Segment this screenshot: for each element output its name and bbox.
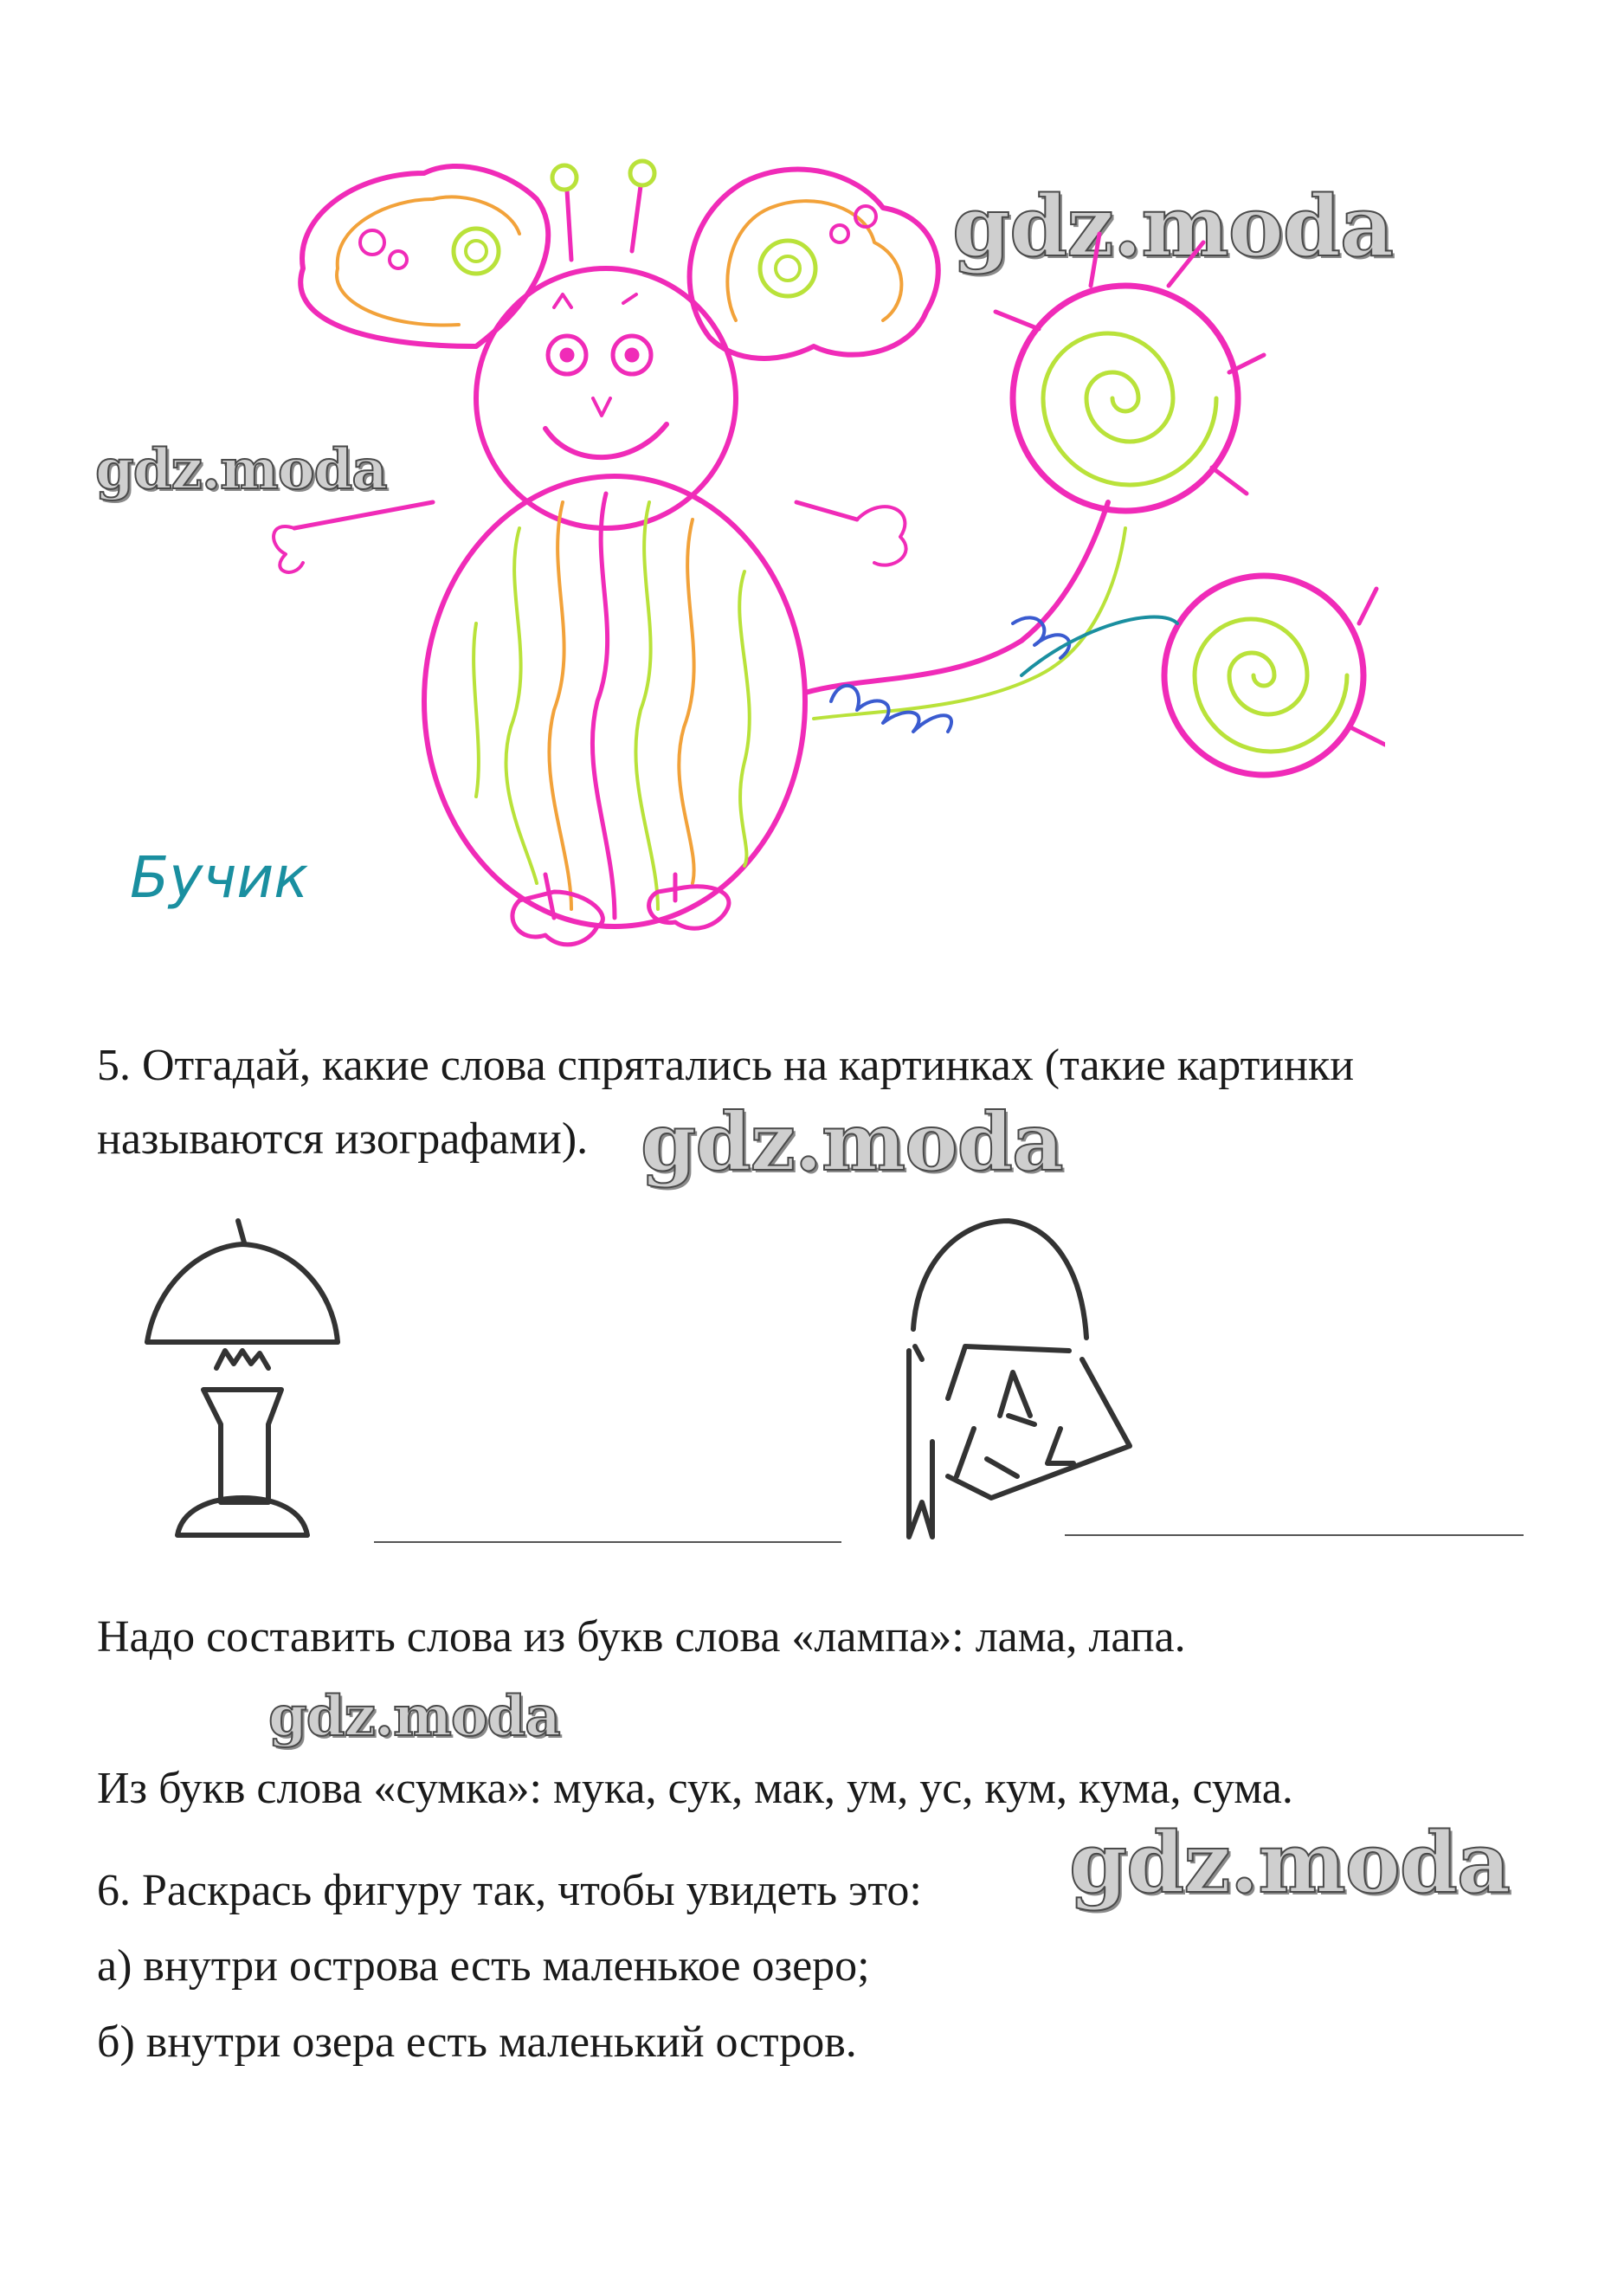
lamp-isograph — [130, 1217, 355, 1550]
drawing-caption: Бучик — [130, 844, 309, 911]
task6-item-a: а) внутри острова есть маленькое озеро; — [97, 1941, 870, 1991]
bag-isograph — [896, 1217, 1156, 1550]
answer-lamp: Надо составить слова из букв слова «лампа»: лама, лапа. — [97, 1612, 1186, 1662]
answer-line — [1065, 1534, 1524, 1536]
answer-bag: Из букв слова «сумка»: мука, сук, мак, ум, ус, кум, кума, сума. — [97, 1764, 1293, 1813]
watermark: gdz.moda — [1069, 1814, 1511, 1912]
task6-item-b: б) внутри озера есть маленький остров. — [97, 2017, 857, 2067]
watermark: gdz.moda — [95, 437, 387, 502]
watermark: gdz.moda — [268, 1684, 560, 1749]
task6-title: 6. Раскрась фигуру так, чтобы увидеть это: — [97, 1866, 922, 1915]
task5-line2: называются изографами). — [97, 1114, 589, 1164]
task5-line1: 5. Отгадай, какие слова спрятались на картинках (такие картинки — [97, 1041, 1355, 1090]
watermark: gdz.moda — [952, 178, 1394, 275]
answer-line — [374, 1541, 841, 1543]
watermark: gdz.moda — [641, 1095, 1063, 1189]
monster-drawing — [260, 139, 1385, 970]
